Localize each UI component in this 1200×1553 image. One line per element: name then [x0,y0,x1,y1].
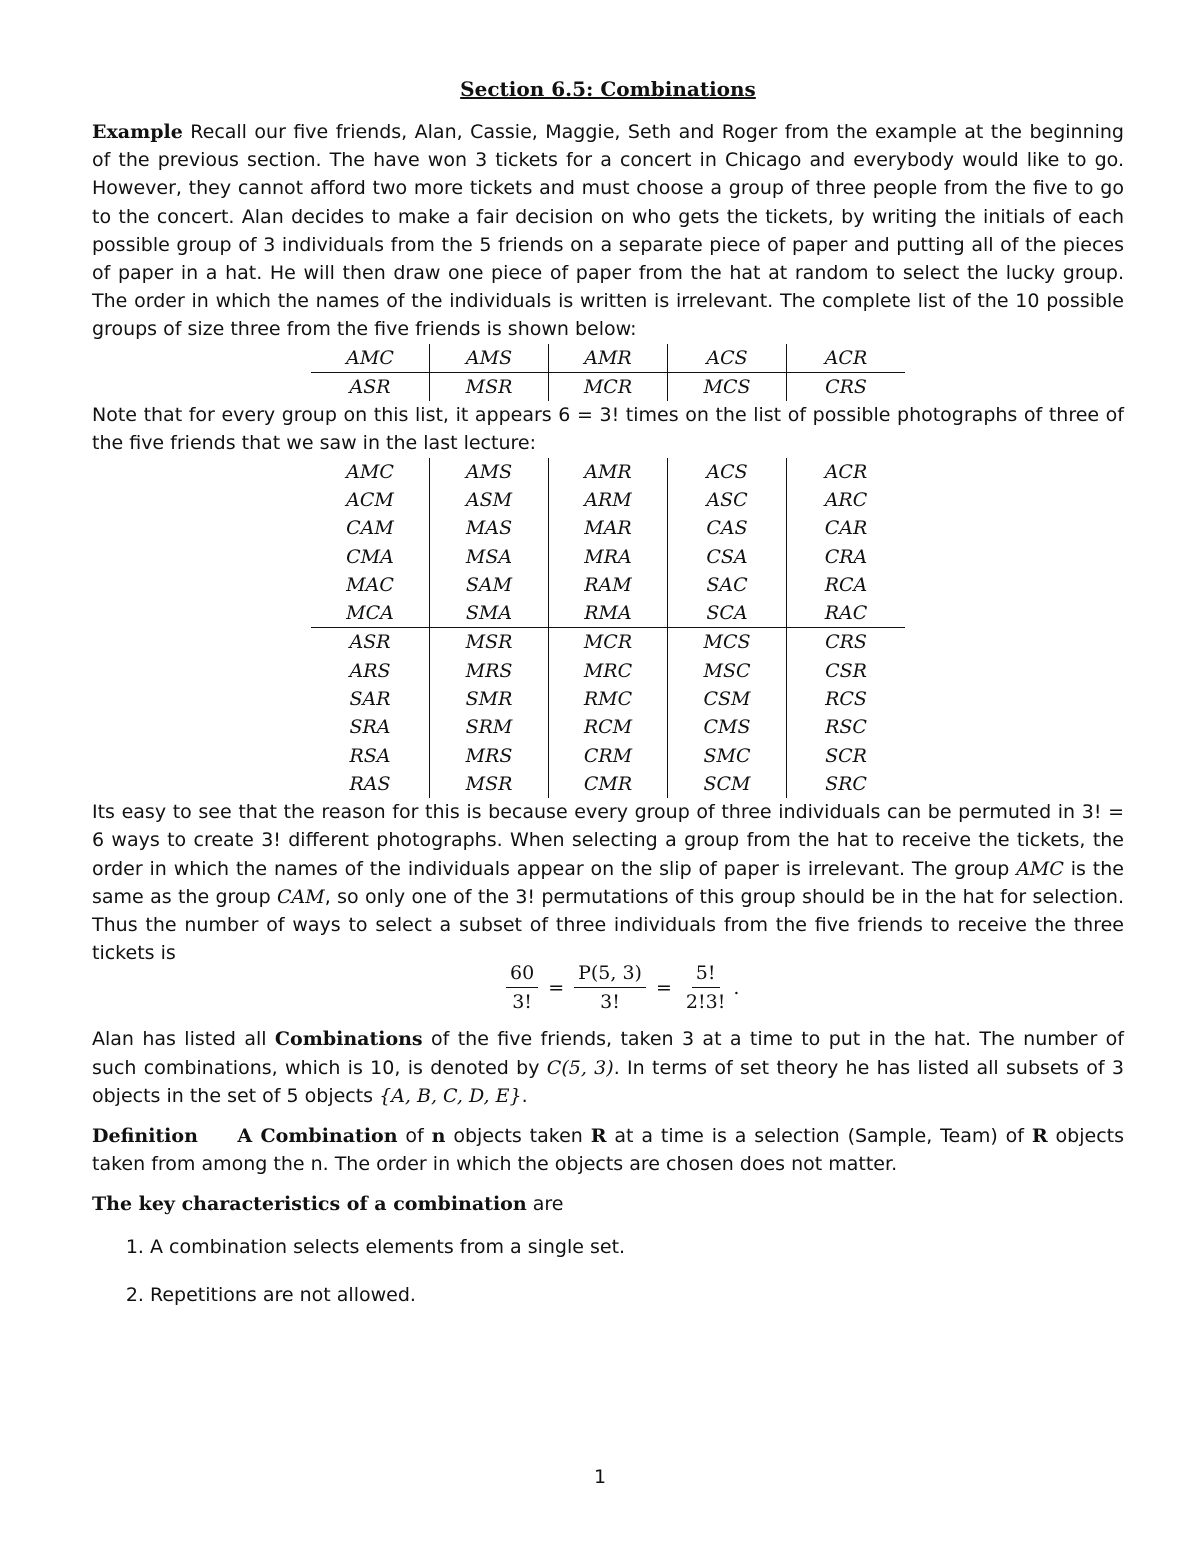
reason-paragraph [92,798,1124,967]
table-cell: MCR [549,372,668,401]
table-cell: CMS [668,713,787,741]
table-cell: MSR [430,770,549,798]
group-amc: AMC [1016,857,1064,880]
table-cell: CMA [346,545,394,568]
table-cell: ACR [787,458,906,486]
equals-sign: = [548,976,565,999]
table-row [311,486,905,514]
combination-formula [502,961,739,1014]
table-cell: SAM [430,571,549,599]
table-cell: RAM [549,571,668,599]
table-row [311,628,905,657]
example-text: Recall our five friends, Alan, Cassie, Maggie, Seth and Roger from the example at the beginning of the previous section. The have won 3 tickets for a concert in Chicago and everybody would like to go. However, they cannot afford two more tickets and must choose a group of three people from the five to go to the concert. Alan decides to make a fair decision on who gets the tickets, by writing the initials of each possible group of 3 individuals from the 5 friends on a separate piece of paper and putting all of the pieces of paper in a hat. He will then draw one piece of paper from the hat at random to select the lucky group. The order in which the names of the individuals is written is irrelevant. The complete list of the 10 possible groups of size three from the five friends is shown below: [92,121,1124,341]
table-cell: CMR [549,770,668,798]
c-5-3: C(5, 3) [546,1056,614,1079]
table-cell: CRA [787,543,906,571]
example-label: Example [92,121,183,143]
table-cell: AMC [346,460,394,483]
table-cell: MRS [430,742,549,770]
table-cell: RMC [549,685,668,713]
table-cell: RAS [349,772,391,795]
table-cell: AMS [430,344,549,373]
table-cell: ARM [549,486,668,514]
table-cell: MSC [668,657,787,685]
table-cell: SCM [668,770,787,798]
table-cell: MCR [549,628,668,657]
table-cell: CAR [787,514,906,542]
document-page [92,74,1124,1329]
combinations-bold: Combinations [274,1028,423,1051]
table-cell: SCR [787,742,906,770]
table-cell: RCA [787,571,906,599]
table-cell: ACM [346,488,394,511]
table-cell: ACS [668,344,787,373]
groups-table [311,344,905,402]
table-cell: MCS [668,628,787,657]
formula-row [92,962,1124,1025]
table-cell: ASM [430,486,549,514]
table-row [311,685,905,713]
table-cell: CSA [668,543,787,571]
table-cell: MAR [549,514,668,542]
table-cell: SRM [430,713,549,741]
fraction-p53-over-3fact: $\frac{P(5, 3)}{3!}$ [574,961,646,1014]
table-cell: ASC [668,486,787,514]
fraction-5fact-over-2fact3fact: $\frac{5!}{2!3!}$ [685,962,726,1014]
table-row [311,770,905,798]
list-item: 1. A combination selects elements from a single set. [150,1233,1124,1261]
reason-text-2: is the same as the group [92,857,1124,908]
definition-label: Definition [92,1125,198,1148]
table-cell: CSM [668,685,787,713]
table-cell: SAR [349,688,391,710]
table-cell: ASR [349,375,391,398]
table-cell: SMA [430,599,549,628]
table-cell: ARC [787,486,906,514]
table-cell: MSA [430,543,549,571]
list-item: 2. Repetitions are not allowed. [150,1281,1124,1309]
table-cell: CRS [787,372,906,401]
alan-paragraph: Alan has listed all Combinations of the five friends, taken 3 at a time to put in the hat. The number of such combinations, which is 10, is denoted by C(5, 3). In terms of set theory he has listed all subsets of 3 objects in the set of 5 objects {A, B, C, D, E}. [92,1028,1124,1107]
key-characteristics-heading: The key characteristics of a combination are [92,1193,564,1216]
table-cell: CAM [346,517,394,540]
table-row [311,742,905,770]
table-cell: RCS [787,685,906,713]
table-cell: AMC [311,344,430,373]
table-cell: AMS [430,458,549,486]
table-row [311,543,905,571]
table-cell: MCA [311,599,430,628]
table-cell: RSC [787,713,906,741]
table-row [311,344,905,373]
table-cell: MSR [430,372,549,401]
table-cell: SMC [668,742,787,770]
page-number: 1 [593,1466,607,1488]
reason-text-3: , so only one of the 3! permutations of this group should be in the hat for selection. Thus the number of ways to select a subset of three individuals from the five friends to receive the three tickets is [92,885,1124,965]
table-cell: SMR [430,685,549,713]
table-cell: RCM [549,713,668,741]
reason-text-1: Its easy to see that the reason for this is because every group of three individuals can be permuted in 3! = 6 ways to create 3! different photographs. When selecting a group from the hat to receive the tickets, the order in which the names of the individuals appear on the slip of paper is irrelevant. The group [92,801,1124,880]
formula-period: . [733,976,740,999]
table-cell: SRA [349,716,391,739]
equals-sign: = [655,976,672,999]
note-paragraph: Note that for every group on this list, it appears 6 = 3! times on the list of possible photographs of three of the five friends that we saw in the last lecture: [92,404,1124,455]
table-row [311,458,905,486]
table-cell: SRC [787,770,906,798]
table-cell: MCS [668,372,787,401]
table-cell: MAS [430,514,549,542]
table-cell: MRC [549,657,668,685]
fraction-60-over-3fact: $\frac{60}{3!}$ [506,961,538,1014]
characteristics-list [92,1233,1124,1309]
table-row [311,713,905,741]
table-cell: MRA [549,543,668,571]
permutations-table [311,458,905,799]
table-cell: ACR [787,344,906,373]
table-row [311,514,905,542]
table-cell: CRS [787,628,906,657]
table-cell: CAS [668,514,787,542]
table-cell: ARS [349,659,391,682]
table-cell: MRS [430,657,549,685]
example-paragraph [92,118,1124,344]
group-cam: CAM [277,885,325,908]
table-cell: RSA [349,744,391,767]
section-title: Section 6.5: Combinations [460,77,756,101]
table-cell: RAC [787,599,906,628]
table-cell: AMR [549,458,668,486]
table-cell: AMR [549,344,668,373]
table-cell: CSR [787,657,906,685]
table-row [311,599,905,628]
definition-paragraph: Definition A Combination of n objects taken R at a time is a selection (Sample, Team) of R objects taken from among the n. The order in which the objects are chosen does not matter. [92,1125,1125,1176]
table-row [311,657,905,685]
table-row [311,571,905,599]
table-cell: ASR [349,631,391,654]
set-abcde: {A, B, C, D, E} [379,1084,522,1107]
table-cell: MAC [346,573,394,596]
table-cell: CRM [549,742,668,770]
table-cell: SAC [668,571,787,599]
table-cell: ACS [668,458,787,486]
table-row [311,372,905,401]
table-cell: MSR [430,628,549,657]
table-cell: RMA [549,599,668,628]
table-cell: SCA [668,599,787,628]
